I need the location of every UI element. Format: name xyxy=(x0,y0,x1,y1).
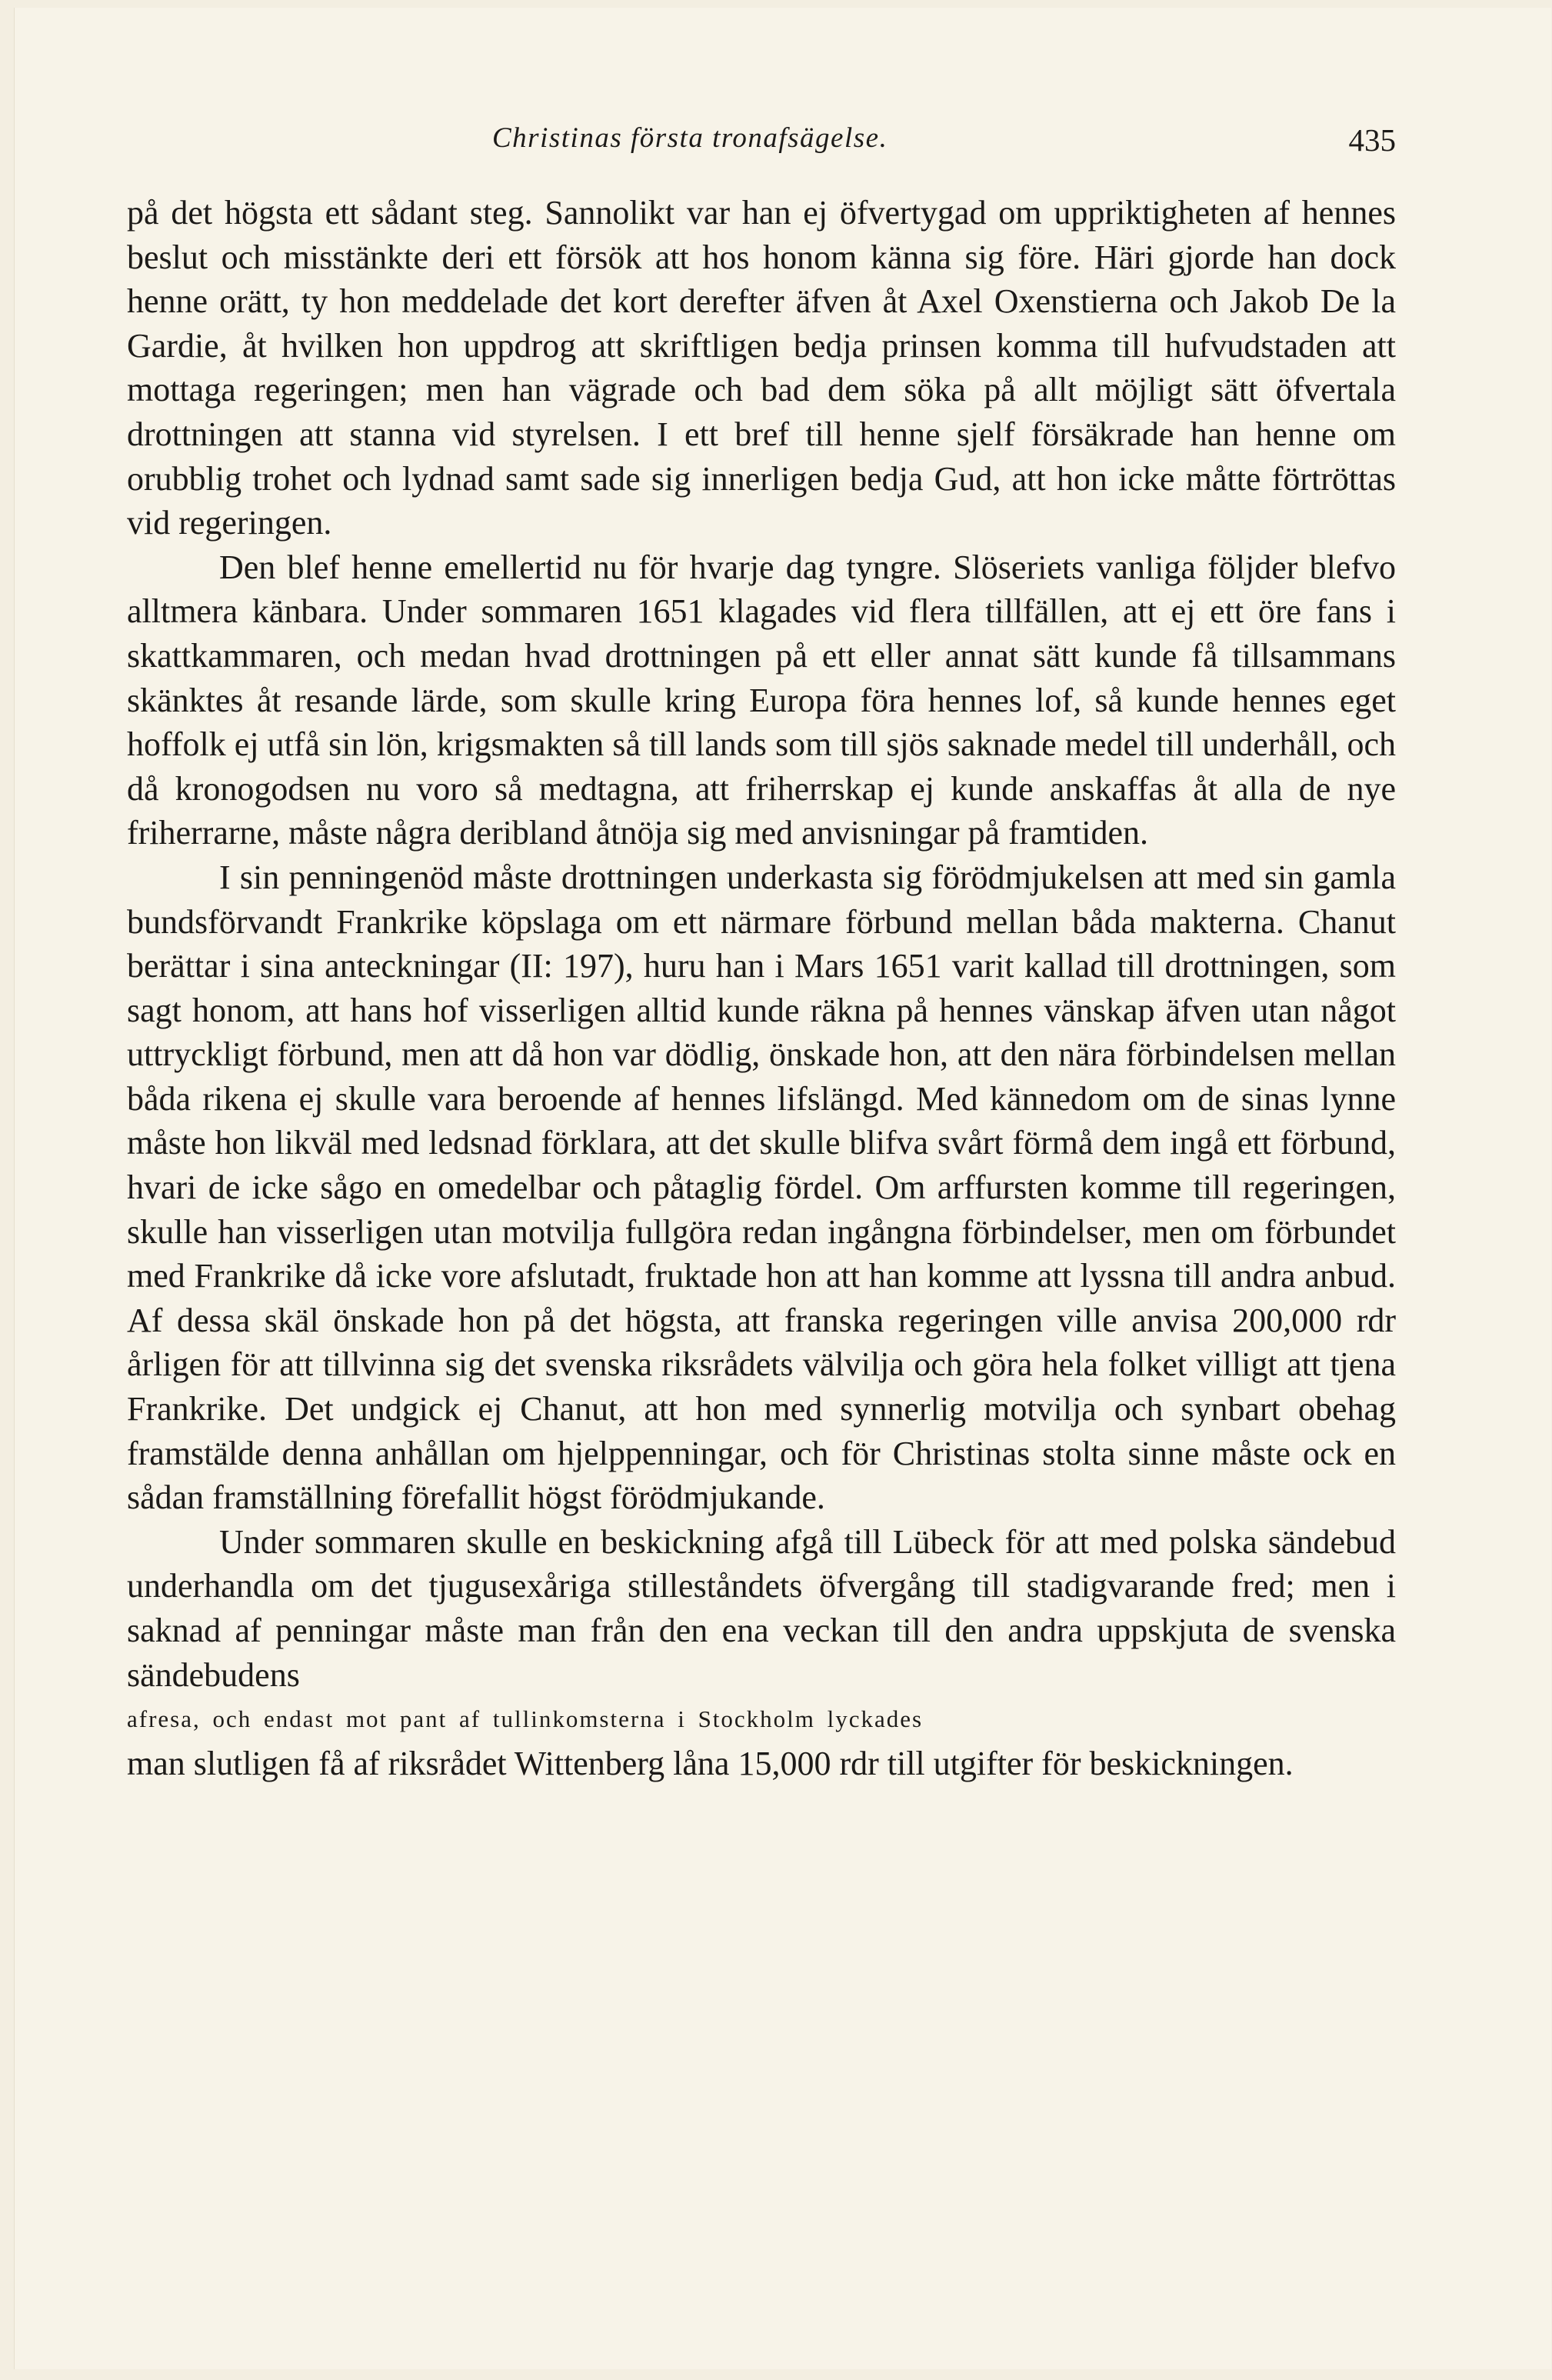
body-text xyxy=(127,191,1396,1785)
page-number: 435 xyxy=(1348,122,1396,158)
running-title: Christinas första tronafsägelse. xyxy=(492,122,888,154)
small-print-line: afresa, och endast mot pant af tullinkomsterna i Stockholm lyckades xyxy=(127,1705,924,1733)
book-page xyxy=(127,122,1396,1785)
paragraph-3: I sin penningenöd måste drottningen underkasta sig förödmjukelsen att med sin gamla bundsförvandt Frankrike köpslaga om ett närmare förbund mellan båda makterna. Chanut berättar i sina anteckningar (II: 197), huru han i Mars 1651 varit kallad till drottningen, som sagt honom, att hans hof visserligen alltid kunde räkna på hennes vänskap äfven utan något uttryckligt förbund, men att då hon var dödlig, önskade hon, att den nära förbindelsen mellan båda rikena ej skulle vara beroende af hennes lifslängd. Med kännedom om de sinas lynne måste hon likväl med ledsnad förklara, att det skulle blifva svårt förmå dem ingå ett förbund, hvari de icke sågo en omedelbar och påtaglig fördel. Om arffursten komme till regeringen, skulle han visserligen utan motvilja fullgöra redan ingångna förbindelser, men om förbundet med Frankrike då icke vore afslutadt, fruktade hon att han komme att lyssna till andra anbud. Af dessa skäl önskade hon på det högsta, att franska regeringen ville anvisa 200,000 rdr årligen för att tillvinna sig det svenska riksrådets välvilja och göra hela folket villigt att tjena Frankrike. Det undgick ej Chanut, att hon med synnerlig motvilja och synbart obehag framstälde denna anhållan om hjelppenningar, och för Christinas stolta sinne måste ock en sådan framställning förefallit högst förödmjukande. xyxy=(127,858,1396,1517)
paragraph-1: på det högsta ett sådant steg. Sannolikt var han ej öfvertygad om uppriktigheten af hennes beslut och misstänkte deri ett försök att hos honom känna sig före. Häri gjorde han dock henne orätt, ty hon meddelade det kort derefter äfven åt Axel Oxenstierna och Jakob De la Gardie, åt hvilken hon uppdrog att skriftligen bedja prinsen komma till hufvudstaden att mottaga regeringen; men han vägrade och bad dem söka på allt möjligt sätt öfvertala drottningen att stanna vid styrelsen. I ett bref till henne sjelf försäkrade han henne om orubblig trohet och lydnad samt sade sig innerligen bedja Gud, att hon icke måtte förtröttas vid regeringen. xyxy=(127,194,1396,542)
page-sheet xyxy=(14,8,1551,2369)
running-head xyxy=(127,122,1396,168)
final-text: man slutligen få af riksrådet Wittenberg låna 15,000 rdr till utgifter för beskickningen. xyxy=(127,1744,1294,1782)
paragraph-2: Den blef henne emellertid nu för hvarje dag tyngre. Slöseriets vanliga följder blefvo alltmera känbara. Under sommaren 1651 klagades vid flera tillfällen, att ej ett öre fans i skattkammaren, och medan hvad drottningen på ett eller annat sätt kunde få tillsammans skänktes åt resande lärde, som skulle kring Europa föra hennes lof, så kunde hennes eget hoffolk ej utfå sin lön, krigsmakten så till lands som till sjös saknade medel till underhåll, och då kronogodsen nu voro så medtagna, att friherrskap ej kunde anskaffas åt alla de nye friherrarne, måste några deribland åtnöja sig med anvisningar på framtiden. xyxy=(127,548,1396,852)
paragraph-4: Under sommaren skulle en beskickning afgå till Lübeck för att med polska sändebud underhandla om det tjugusexåriga stilleståndets öfvergång till stadigvarande fred; men i saknad af penningar måste man från den ena veckan till den andra uppskjuta de svenska sändebudens xyxy=(127,1522,1396,1694)
